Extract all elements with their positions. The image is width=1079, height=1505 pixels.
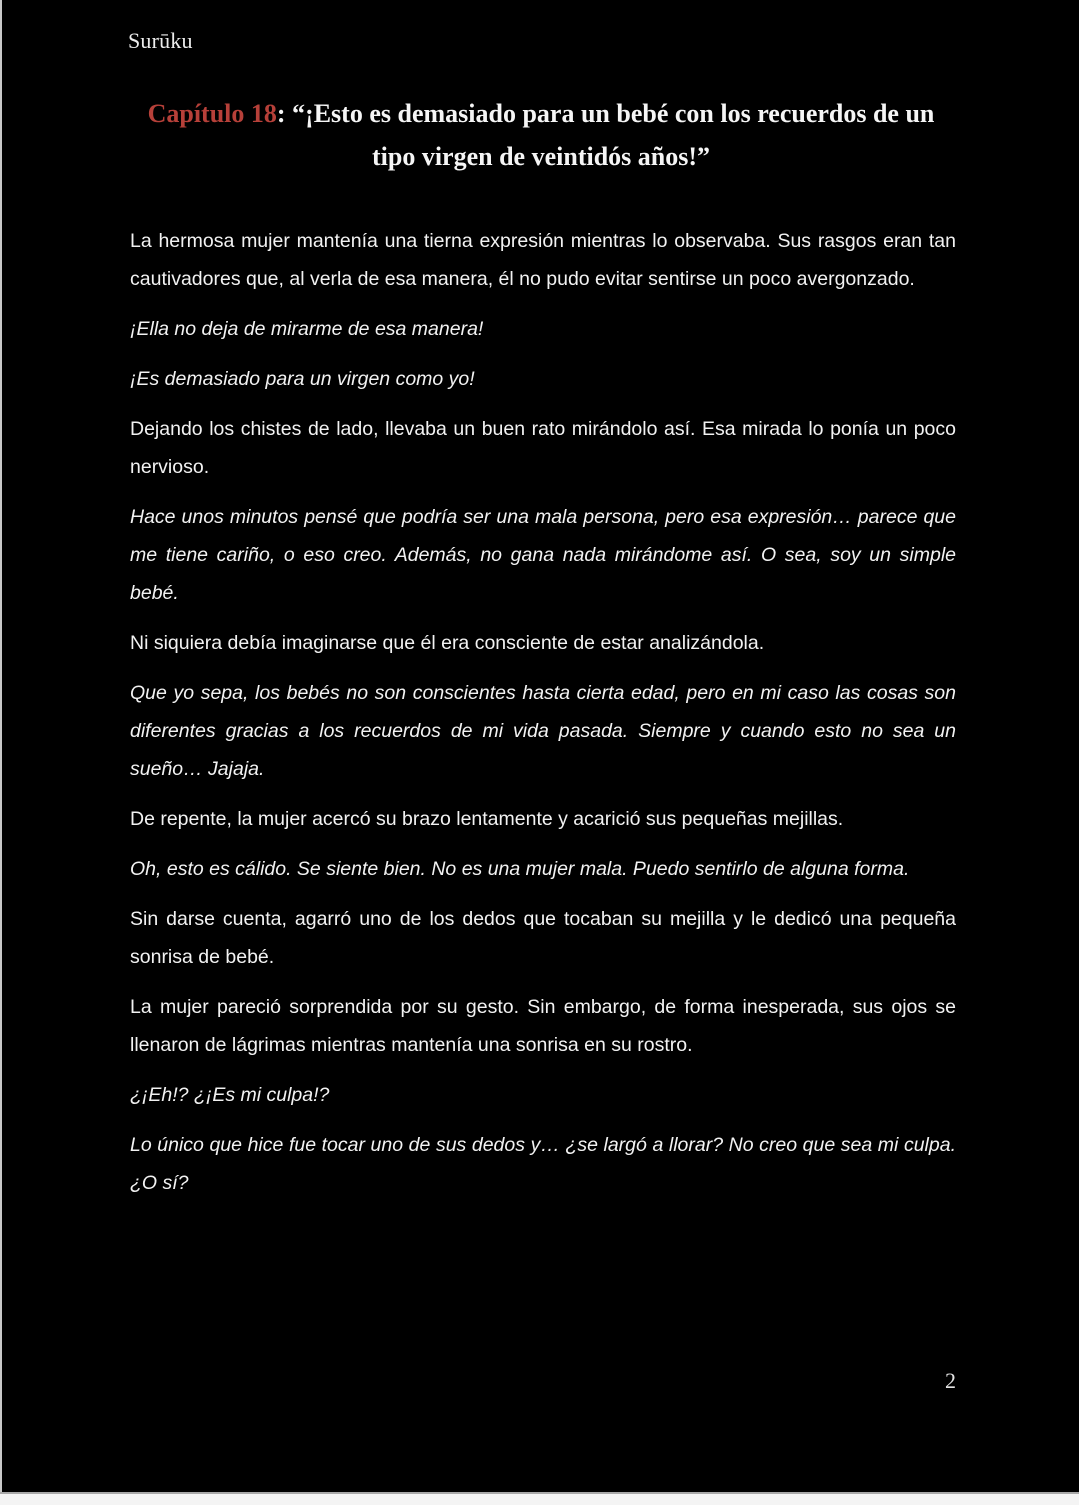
chapter-number-label: Capítulo 18: [147, 99, 277, 128]
paragraph: ¡Ella no deja de mirarme de esa manera!: [130, 318, 484, 340]
paragraph: Ni siquiera debía imaginarse que él era consciente de estar analizándola.: [130, 632, 765, 654]
paragraph: Oh, esto es cálido. Se siente bien. No es una mujer mala. Puedo sentirlo de alguna forma.: [130, 858, 910, 880]
chapter-title-text: : “¡Esto es demasiado para un bebé con los recuerdos de un tipo virgen de veintidós años!”: [276, 99, 935, 171]
paragraph: La mujer pareció sorprendida por su gesto. Sin embargo, de forma inesperada, sus ojos se llenaron de lágrimas mientras mantenía una sonrisa en su rostro.: [130, 996, 956, 1056]
paragraph: ¡Es demasiado para un virgen como yo!: [130, 368, 475, 390]
paragraph: Lo único que hice fue tocar uno de sus dedos y… ¿se largó a llorar? No creo que sea mi culpa. ¿O sí?: [130, 1134, 956, 1194]
story-body: [130, 222, 956, 1214]
paragraph: De repente, la mujer acercó su brazo lentamente y acarició sus pequeñas mejillas.: [130, 808, 844, 830]
page-number: 2: [945, 1368, 956, 1393]
paragraph: Que yo sepa, los bebés no son conscientes hasta cierta edad, pero en mi caso las cosas son diferentes gracias a los recuerdos de mi vida pasada. Siempre y cuando esto no sea un sueño… Jajaja.: [130, 682, 956, 780]
paragraph: Hace unos minutos pensé que podría ser una mala persona, pero esa expresión… parece que me tiene cariño, o eso creo. Además, no gana nada mirándome así. O sea, soy un simple bebé.: [130, 506, 956, 604]
paragraph: ¿¡Eh!? ¿¡Es mi culpa!?: [130, 1084, 330, 1106]
page-left-edge-line: [0, 0, 2, 1505]
paragraph: La hermosa mujer mantenía una tierna expresión mientras lo observaba. Sus rasgos eran tan cautivadores que, al verla de esa manera, él no pudo evitar sentirse un poco avergonzado.: [130, 230, 956, 290]
viewer-bottom-bar: [0, 1492, 1079, 1505]
paragraph: Sin darse cuenta, agarró uno de los dedos que tocaban su mejilla y le dedicó una pequeña sonrisa de bebé.: [130, 908, 956, 968]
author-header: Surūku: [128, 28, 193, 53]
chapter-title: [127, 92, 955, 178]
paragraph: Dejando los chistes de lado, llevaba un buen rato mirándolo así. Esa mirada lo ponía un poco nervioso.: [130, 418, 956, 478]
